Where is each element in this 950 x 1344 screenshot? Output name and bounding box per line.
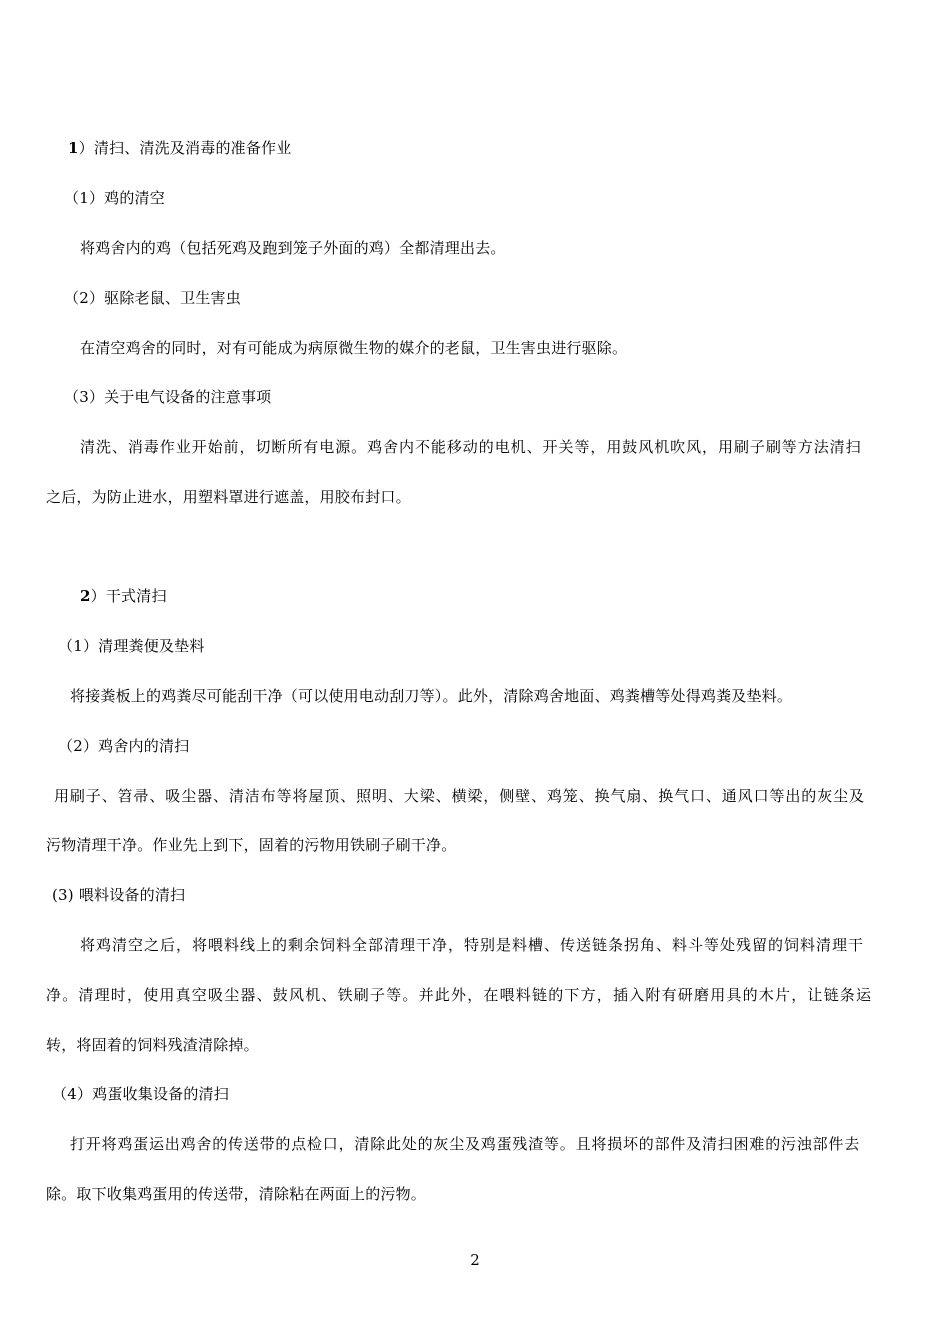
paragraph-line: 用刷子、笤帚、吸尘器、清洁布等将屋顶、照明、大梁、横梁，侧壁、鸡笼、换气扇、换气口、通风口等出的灰尘及: [54, 787, 865, 805]
section-heading: [80, 586, 167, 606]
item-title: （1）清理粪便及垫料: [58, 637, 205, 655]
paragraph-line: 净。清理时，使用真空吸尘器、鼓风机、铁刷子等。并此外，在喂料链的下方，插入附有研磨用具的木片，让链条运: [46, 986, 873, 1004]
paragraph-line: 之后，为防止进水，用塑料罩进行遮盖，用胶布封口。: [46, 488, 411, 506]
item-title: （1）鸡的清空: [64, 189, 165, 207]
item-title: （3）关于电气设备的注意事项: [64, 388, 272, 406]
paragraph-line: 除。取下收集鸡蛋用的传送带，清除粘在两面上的污物。: [46, 1185, 427, 1203]
section-heading: [68, 138, 291, 158]
item-title: (3) 喂料设备的清扫: [52, 886, 186, 904]
paragraph-line: 转，将固着的饲料残渣清除掉。: [46, 1036, 259, 1054]
paragraph-line: 打开将鸡蛋运出鸡舍的传送带的点检口，清除此处的灰尘及鸡蛋残渣等。且将损坏的部件及清扫困难的污浊部件去: [70, 1135, 861, 1153]
section-title: ）干式清扫: [90, 587, 167, 605]
paragraph-line: 将鸡清空之后，将喂料线上的剩余饲料全部清理干净，特别是料槽、传送链条拐角、料斗等处残留的饲料清理干: [80, 936, 865, 954]
paragraph-line: 清洗、消毒作业开始前，切断所有电源。鸡舍内不能移动的电机、开关等，用鼓风机吹风，用刷子刷等方法清扫: [80, 438, 862, 456]
item-title: （2）驱除老鼠、卫生害虫: [64, 289, 241, 307]
paragraph-line: 在清空鸡舍的同时，对有可能成为病原微生物的媒介的老鼠，卫生害虫进行驱除。: [80, 339, 628, 357]
section-number: 2: [80, 587, 91, 605]
paragraph-line: 将鸡舍内的鸡（包括死鸡及跑到笼子外面的鸡）全都清理出去。: [80, 239, 506, 257]
section-title: ）清扫、清洗及消毒的准备作业: [78, 139, 292, 157]
section-number: 1: [68, 139, 79, 157]
item-title: （2）鸡舍内的清扫: [58, 737, 190, 755]
item-title: （4）鸡蛋收集设备的清扫: [52, 1085, 229, 1103]
paragraph-line: 污物清理干净。作业先上到下，固着的污物用铁刷子刷干净。: [46, 836, 457, 854]
paragraph-line: 将接粪板上的鸡粪尽可能刮干净（可以使用电动刮刀等）。此外，清除鸡舍地面、鸡粪槽等处得鸡粪及垫料。: [70, 687, 793, 705]
page-number: 2: [470, 1251, 480, 1269]
